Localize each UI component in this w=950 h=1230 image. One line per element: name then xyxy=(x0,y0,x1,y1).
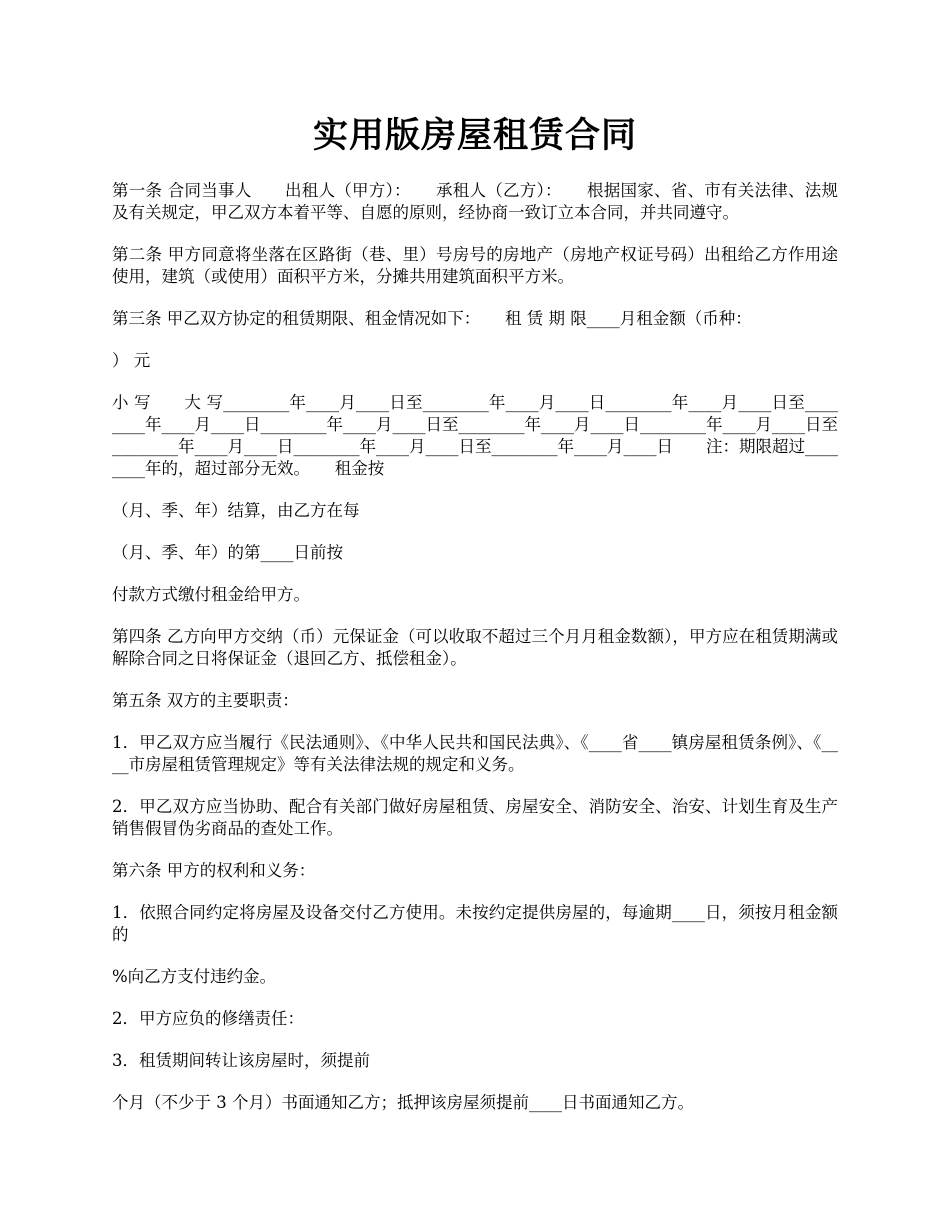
document-title: 实用版房屋租赁合同 xyxy=(312,115,637,156)
clause-6-heading: 第六条 甲方的权利和义务： xyxy=(112,861,316,880)
clause-6-item-3: 3．租赁期间转让该房屋时，须提前 xyxy=(112,1051,370,1070)
clause-2-property: 第二条 甲方同意将坐落在区路街（巷、里）号房号的房地产（房地产权证号码）出租给乙方作用途使用，建筑（或使用）面积平方米，分摊共用建筑面积平方米。 xyxy=(112,245,838,286)
clause-3-payment-day: （月、季、年）的第____日前按 xyxy=(112,543,343,562)
document-body xyxy=(112,180,838,1134)
clause-5-item-2: 2．甲乙双方应当协助、配合有关部门做好房屋租赁、房屋安全、消防安全、治安、计划生育及生产销售假冒伪劣商品的查处工作。 xyxy=(112,797,838,838)
clause-5-heading: 第五条 双方的主要职责： xyxy=(112,691,299,710)
clause-1-parties: 第一条 合同当事人 出租人（甲方）： 承租人（乙方）： 根据国家、省、市有关法律、法规及有关规定，甲乙双方本着平等、自愿的原则，经协商一致订立本合同，并共同遵守。 xyxy=(112,181,838,222)
clause-6-item-2: 2．甲方应负的修缮责任： xyxy=(112,1009,304,1028)
clause-3-lease-term: 第三条 甲乙双方协定的租赁期限、租金情况如下： 租 赁 期 限____月租金额（币种： xyxy=(112,309,752,328)
clause-5-item-1: 1．甲乙双方应当履行《民法通则》、《中华人民共和国民法典》、《____省____镇房屋租赁条例》、《____市房屋租赁管理规定》等有关法律法规的规定和义务。 xyxy=(112,733,838,774)
clause-3-settlement-period: （月、季、年）结算，由乙方在每 xyxy=(112,501,360,520)
clause-3-rent-schedule: 小 写 大 写________年____月____日至________年____月____日________年____月____日至________年____月____日________年____月____日至________年____月____日________年____月____日至________年____月____日________年____月____日至________年____月____日 注：期限超过________年的，超过部分无效。 租金按 xyxy=(112,393,838,478)
clause-6-item-1-penalty: %向乙方支付违约金。 xyxy=(112,967,277,986)
clause-6-item-1: 1．依照合同约定将房屋及设备交付乙方使用。未按约定提供房屋的，每逾期____日，须按月租金额的 xyxy=(112,903,838,944)
clause-3-currency-unit: ） 元 xyxy=(112,351,151,370)
clause-4-deposit: 第四条 乙方向甲方交纳（币）元保证金（可以收取不超过三个月月租金数额），甲方应在租赁期满或解除合同之日将保证金（退回乙方、抵偿租金）。 xyxy=(112,627,838,668)
clause-3-payment-method: 付款方式缴付租金给甲方。 xyxy=(112,585,310,604)
clause-6-item-3-notice: 个月（不少于 3 个月）书面通知乙方；抵押该房屋须提前____日书面通知乙方。 xyxy=(112,1093,694,1112)
